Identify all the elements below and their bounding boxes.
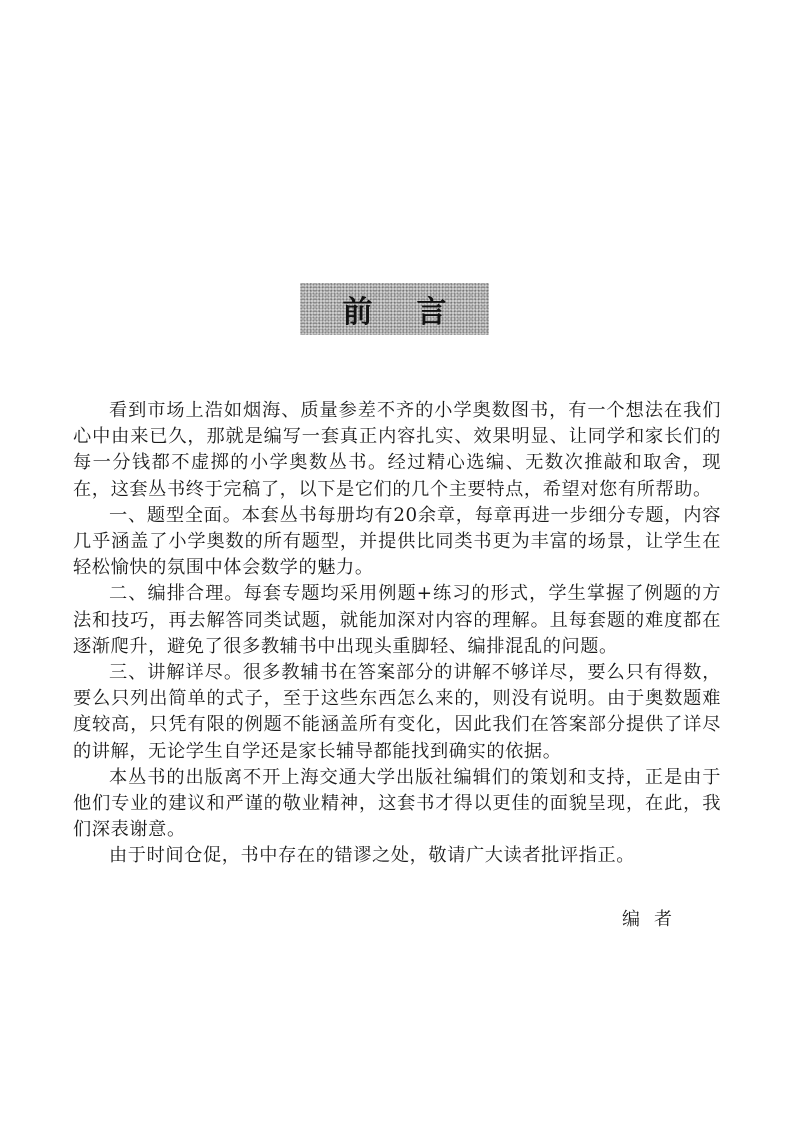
paragraph-feature-1: 一、题型全面。本套丛书每册均有20余章，每章再进一步细分专题，内容几乎涵盖了小学奥数的所有题型，并提供比同类书更为丰富的场景，让学生在轻松愉快的氛围中体会数学的魅力。 [73, 504, 721, 579]
page-title: 前言 [342, 295, 491, 330]
paragraph-apology: 由于时间仓促，书中存在的错谬之处，敬请广大读者批评指正。 [109, 845, 636, 867]
paragraph-intro: 看到市场上浩如烟海、质量参差不齐的小学奥数图书，有一个想法在我们心中由来已久，那就是编写一套真正内容扎实、效果明显、让同学和家长们的每一分钱都不虚掷的小学奥数丛书。经过精心选编、无数次推敲和取舍，现在，这套丛书终于完稿了，以下是它们的几个主要特点，希望对您有所帮助。 [73, 400, 721, 500]
signature: 编者 [622, 909, 686, 930]
preface-body [73, 398, 721, 870]
paragraph-thanks: 本丛书的出版离不开上海交通大学出版社编辑们的策划和支持，正是由于他们专业的建议和严谨的敬业精神，这套书才得以更佳的面貌呈现，在此，我们深表谢意。 [73, 766, 721, 841]
paragraph-feature-3: 三、讲解详尽。很多教辅书在答案部分的讲解不够详尽，要么只有得数，要么只列出简单的式子，至于这些东西怎么来的，则没有说明。由于奥数题难度较高，只凭有限的例题不能涵盖所有变化，因此我们在答案部分提供了详尽的讲解，无论学生自学还是家长辅导都能找到确实的依据。 [73, 662, 721, 762]
title-box [300, 283, 489, 335]
paragraph-feature-2: 二、编排合理。每套专题均采用例题+练习的形式，学生掌握了例题的方法和技巧，再去解答同类试题，就能加深对内容的理解。且每套题的难度都在逐渐爬升，避免了很多教辅书中出现头重脚轻、编排混乱的问题。 [73, 583, 721, 657]
